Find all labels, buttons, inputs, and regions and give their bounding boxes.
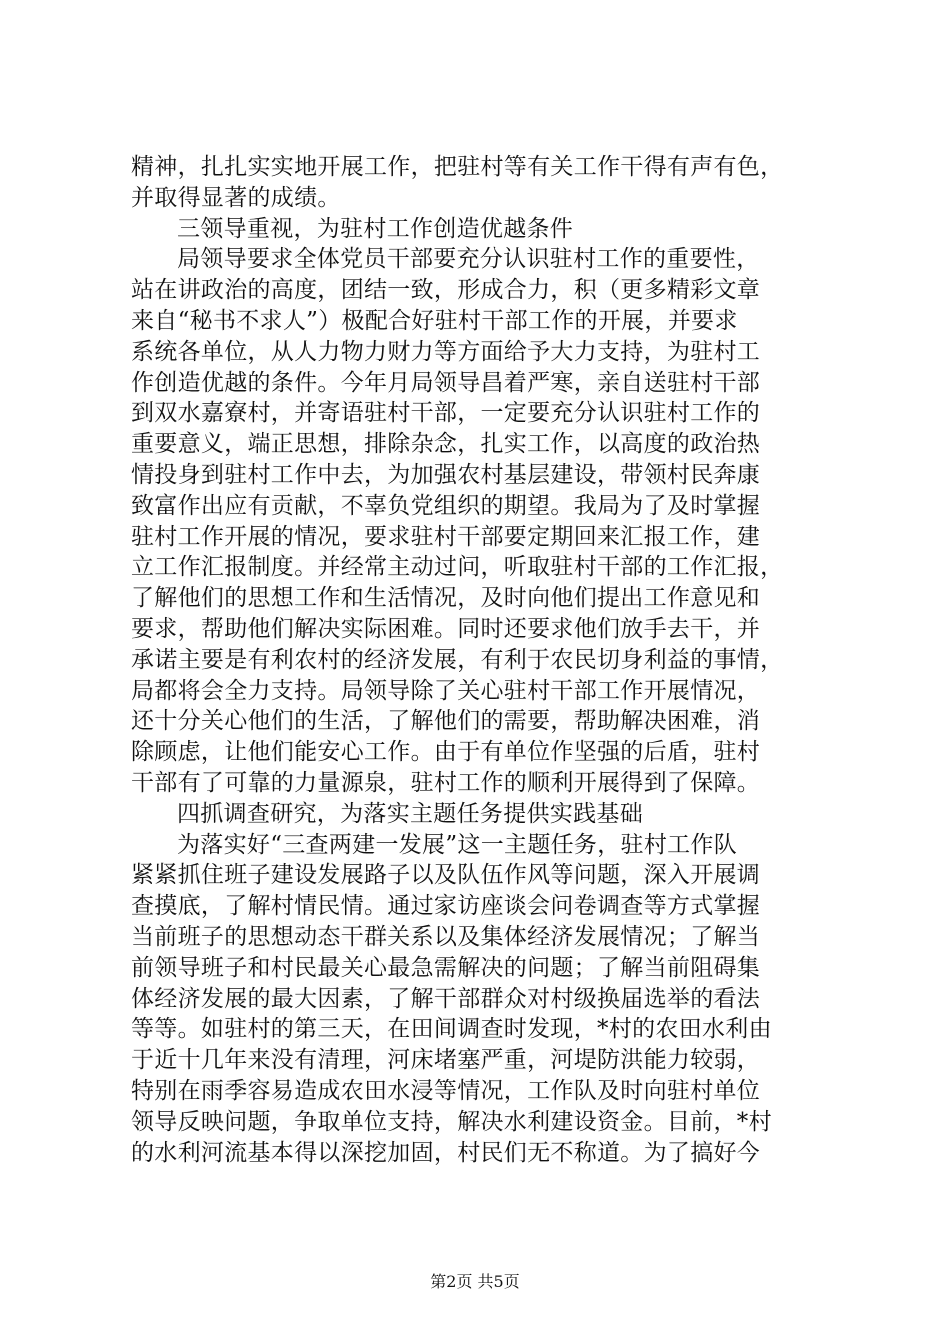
text-line: 除顾虑，让他们能安心工作。由于有单位作坚强的后盾，驻村 — [131, 739, 761, 766]
text-line: 了解他们的思想工作和生活情况，及时向他们提出工作意见和 — [131, 585, 761, 612]
text-line: 体经济发展的最大因素，了解干部群众对村级换届选举的看法 — [131, 985, 761, 1012]
text-line: 来自“秘书不求人”）极配合好驻村干部工作的开展，并要求 — [131, 307, 738, 334]
text-line: 还十分关心他们的生活，了解他们的需要，帮助解决困难，消 — [131, 708, 761, 735]
text-line: 的水利河流基本得以深挖加固，村民们无不称道。为了搞好今 — [131, 1139, 761, 1166]
text-line: 立工作汇报制度。并经常主动过问，听取驻村干部的工作汇报， — [131, 554, 784, 581]
text-line: 查摸底，了解村情民情。通过家访座谈会问卷调查等方式掌握 — [131, 893, 761, 920]
text-line: 为落实好“三查两建一发展”这一主题任务，驻村工作队 — [177, 831, 738, 858]
text-line: 领导反映问题，争取单位支持，解决水利建设资金。目前，*村 — [131, 1108, 772, 1135]
page-footer: 第2页 共5页 — [430, 1272, 520, 1291]
text-line: 情投身到驻村工作中去，为加强农村基层建设，带领村民奔康 — [131, 461, 761, 488]
text-line: 并取得显著的成绩。 — [131, 184, 341, 211]
text-line: 驻村工作开展的情况，要求驻村干部要定期回来汇报工作，建 — [131, 523, 761, 550]
text-line: 等等。如驻村的第三天，在田间调查时发现，*村的农田水利由 — [131, 1016, 772, 1043]
text-line: 系统各单位，从人力物力财力等方面给予大力支持，为驻村工 — [131, 338, 761, 365]
document-body — [131, 152, 831, 1168]
text-line: 四抓调查研究，为落实主题任务提供实践基础 — [177, 800, 643, 827]
text-line: 干部有了可靠的力量源泉，驻村工作的顺利开展得到了保障。 — [131, 769, 761, 796]
text-line: 站在讲政治的高度，团结一致，形成合力，积（更多精彩文章 — [131, 277, 761, 304]
text-line: 致富作出应有贡献，不辜负党组织的期望。我局为了及时掌握 — [131, 492, 761, 519]
text-line: 特别在雨季容易造成农田水浸等情况，工作队及时向驻村单位 — [131, 1077, 761, 1104]
text-line: 紧紧抓住班子建设发展路子以及队伍作风等问题，深入开展调 — [131, 862, 761, 889]
text-line: 精神，扎扎实实地开展工作，把驻村等有关工作干得有声有色， — [131, 154, 784, 180]
text-line: 局都将会全力支持。局领导除了关心驻村干部工作开展情况， — [131, 677, 761, 704]
text-line: 到双水嘉寮村，并寄语驻村干部，一定要充分认识驻村工作的 — [131, 400, 761, 427]
text-line: 重要意义，端正思想，排除杂念，扎实工作，以高度的政治热 — [131, 431, 761, 458]
text-line: 作创造优越的条件。今年月局领导昌着严寒，亲自送驻村干部 — [131, 369, 761, 396]
text-line: 承诺主要是有利农村的经济发展，有利于农民切身利益的事情， — [131, 646, 784, 673]
text-line: 于近十几年来没有清理，河床堵塞严重，河堤防洪能力较弱， — [131, 1047, 761, 1074]
text-line: 要求，帮助他们解决实际困难。同时还要求他们放手去干，并 — [131, 615, 761, 642]
text-line: 前领导班子和村民最关心最急需解决的问题；了解当前阻碍集 — [131, 954, 761, 981]
text-line: 三领导重视，为驻村工作创造优越条件 — [177, 215, 574, 242]
text-line: 当前班子的思想动态干群关系以及集体经济发展情况；了解当 — [131, 923, 761, 950]
text-line: 局领导要求全体党员干部要充分认识驻村工作的重要性， — [177, 246, 760, 273]
